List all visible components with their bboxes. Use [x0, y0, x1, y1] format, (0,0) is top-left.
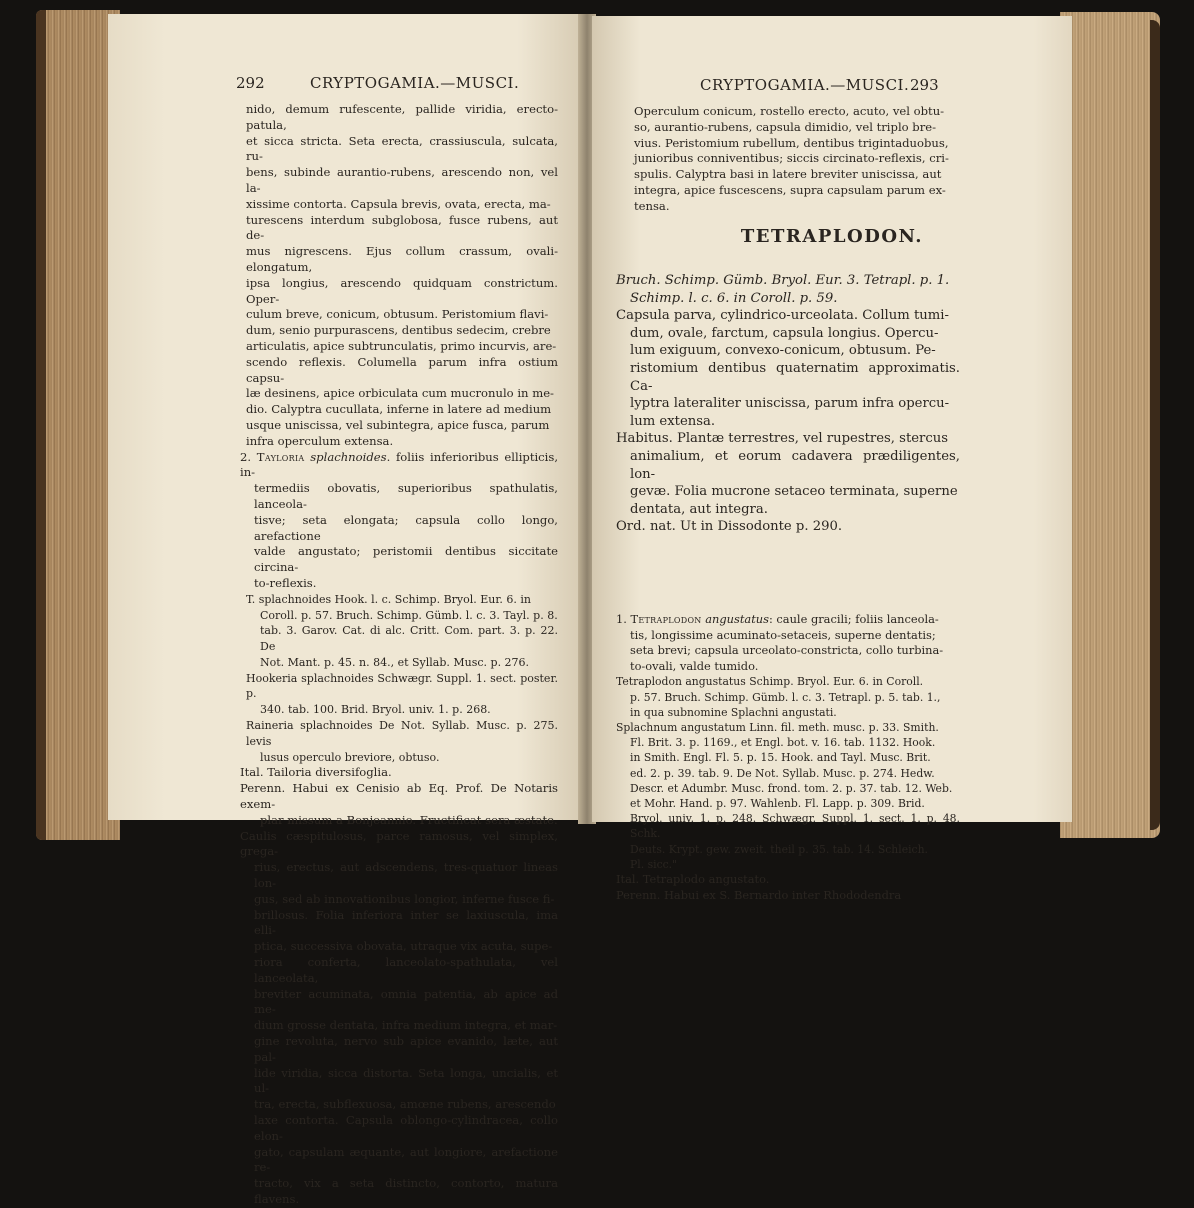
text-line: læ desinens, apice orbiculata cum mucronulo in me-	[246, 386, 554, 401]
text-line: lide viridia, sicca distorta. Seta longa, uncialis, et ul-	[254, 1065, 558, 1096]
text-line: et sicca stricta. Seta erecta, crassiuscula, sulcata, ru-	[246, 133, 558, 164]
text-line: lusus operculo breviore, obtuso.	[260, 750, 440, 764]
species-epithet: angustatus	[705, 612, 769, 626]
text-line: 340. tab. 100. Brid. Bryol. univ. 1. p. 268.	[260, 703, 491, 717]
text-line: nido, demum rufescente, pallide viridia, erecto-patula,	[246, 102, 558, 132]
running-head-right: CRYPTOGAMIA.—MUSCI.	[700, 76, 910, 94]
text-line: gevæ. Folia mucrone setaceo terminata, superne	[630, 484, 958, 500]
book-edge-right	[1060, 12, 1160, 838]
page-number-left: 292	[236, 74, 265, 92]
text-line: Descr. et Adumbr. Musc. frond. tom. 2. p. 37. tab. 12. Web.	[630, 781, 953, 795]
text-line: in qua subnomine Splachni angustati.	[630, 705, 837, 719]
text-line: Habitus. Plantæ terrestres, vel rupestres, stercus	[616, 431, 948, 447]
text-line: T. splachnoides Hook. l. c. Schimp. Bryol. Eur. 6. in	[246, 592, 532, 606]
text-line: dio. Calyptra cucullata, inferne in latere ad medium	[246, 402, 552, 417]
text-line: Bryol. univ. 1. p. 248. Schwægr. Suppl. 1. sect. 1. p. 48. Schk.	[630, 812, 960, 841]
text-line: p. 57. Bruch. Schimp. Gümb. l. c. 3. Tetrapl. p. 5. tab. 1.,	[630, 690, 941, 704]
text-line: tis, longissime acuminato-setaceis, superne dentatis;	[630, 627, 936, 642]
text-line: gato, capsulam æquante, aut longiore, arefactione re-	[254, 1144, 558, 1175]
text-line: termediis obovatis, superioribus spathulatis, lanceola-	[254, 481, 558, 511]
text-line: junioribus conniventibus; siccis circinato-reflexis, cri-	[634, 151, 949, 166]
text-line: Perenn. Habui ex Cenisio ab Eq. Prof. De Notaris exem-	[240, 781, 558, 812]
synonymy-right	[616, 674, 960, 872]
text-line: turescens interdum subglobosa, fusce rubens, aut de-	[246, 212, 558, 243]
text-line: laxe contorta. Capsula oblongo-cylindracea, collo elon-	[254, 1113, 558, 1143]
text-line: culum breve, conicum, obtusum. Peristomium flavi-	[246, 307, 549, 322]
species-diagnosis: : caule gracili; foliis lanceola-	[768, 612, 939, 626]
text-line: Tetraplodon angustatus Schimp. Bryol. Eur. 6. in Coroll.	[616, 675, 924, 689]
text-line: gus, sed ab innovationibus longior, inferne fusce fi-	[254, 891, 555, 906]
text-line: tab. 3. Garov. Cat. di alc. Critt. Com. part. 3. p. 22. De	[260, 624, 558, 654]
text-line: to-ovali, valde tumido.	[630, 658, 759, 673]
text-line: Not. Mant. p. 45. n. 84., et Syllab. Musc. p. 276.	[260, 655, 530, 669]
book-cover-left	[36, 10, 46, 840]
text-line: tensa.	[634, 198, 670, 213]
text-line: articulatis, apice subtrunculatis, primo incurvis, are-	[246, 338, 557, 353]
species-epithet: splachnoides	[310, 449, 387, 464]
text-line: lyptra lateraliter uniscissa, parum infra opercu-	[630, 396, 950, 412]
italian-name: Ital. Tetraplodo angustato.	[616, 872, 770, 887]
genus-heading: TETRAPLODON.	[740, 226, 924, 247]
text-line: ptica, successiva obovata, utraque vix acuta, supe-	[254, 939, 553, 954]
text-line: rius, erectus, aut adscendens, tres-quatuor lineas lon-	[254, 860, 558, 891]
text-line: breviter acuminata, omnia patentia, ab apice ad me-	[254, 986, 558, 1017]
species-diagnosis: . foliis inferioribus ellipticis, in-	[240, 449, 559, 480]
text-line: ristomium dentibus quaternatim approximatis. Ca-	[630, 360, 960, 394]
left-text-column	[240, 102, 559, 1208]
species-entry-2	[240, 450, 558, 592]
text-line: infra operculum extensa.	[246, 433, 394, 448]
text-line: Fl. Brit. 3. p. 1169., et Engl. bot. v. 16. tab. 1132. Hook.	[630, 736, 936, 750]
text-line: dum, ovale, farctum, capsula longius. Opercu-	[630, 325, 939, 341]
text-line: ed. 2. p. 39. tab. 9. De Not. Syllab. Musc. p. 274. Hedw.	[630, 766, 935, 780]
species-genus: Tayloria	[256, 449, 305, 464]
text-line: valde angustato; peristomii dentibus siccitate circina-	[254, 544, 558, 575]
text-line: Operculum conicum, rostello erecto, acuto, vel obtu-	[634, 104, 945, 118]
species-entry-1	[616, 612, 960, 903]
text-line: Bruch. Schimp. Gümb. Bryol. Eur. 3. Tetrapl. p. 1.	[616, 273, 950, 288]
text-line: plar missum a Bonjeannio. Fructificat sera æstate.	[260, 812, 558, 827]
text-line: ipsa longius, arescendo quidquam constrictum. Oper-	[246, 275, 558, 306]
genus-block	[616, 272, 960, 536]
synonymy-left	[246, 592, 558, 766]
species-number: 2.	[240, 449, 252, 464]
text-line: Deuts. Krypt. gew. zweit. theil p. 35. tab. 14. Schleich.	[630, 842, 928, 856]
text-line: lum exiguum, convexo-conicum, obtusum. Pe-	[630, 343, 936, 359]
species-number: 1.	[616, 612, 627, 626]
text-line: scendo reflexis. Columella parum infra ostium capsu-	[246, 354, 558, 385]
text-line	[240, 450, 558, 482]
text-line: dium grosse dentata, infra medium integra, et mar-	[254, 1018, 558, 1033]
text-line: Caulis cæspitulosus, parce ramosus, vel simplex, grega-	[240, 828, 558, 859]
text-line: dum, senio purpurascens, dentibus sedecim, crebre	[246, 323, 551, 338]
text-line: Capsula parva, cylindrico-urceolata. Collum tumi-	[616, 308, 949, 324]
text-line: xissime contorta. Capsula brevis, ovata, erecta, ma-	[246, 196, 551, 211]
text-line: riora conferta, lanceolato-spathulata, vel lanceolata,	[254, 955, 558, 985]
italian-name: Ital. Tailoria diversifoglia.	[240, 765, 392, 780]
text-line: spulis. Calyptra basi in latere breviter uniscissa, aut	[634, 167, 942, 182]
book-cover-right	[1150, 20, 1160, 830]
left-page	[108, 14, 584, 1206]
text-line: tisve; seta elongata; capsula collo longo, arefactione	[254, 512, 558, 543]
text-line: gine revoluta, nervo sub apice evanido, læte, aut pal-	[254, 1034, 558, 1064]
text-line: Pl. sicc."	[630, 857, 678, 871]
text-line: integra, apice fuscescens, supra capsulam parum ex-	[634, 182, 946, 197]
text-line: lum extensa.	[630, 413, 716, 429]
running-head-left: CRYPTOGAMIA.—MUSCI.	[310, 74, 520, 92]
text-line: animalium, et eorum cadavera prædiligentes, lon-	[630, 448, 960, 482]
species-genus: Tetraplodon	[630, 612, 702, 626]
text-line: et Mohr. Hand. p. 97. Wahlenb. Fl. Lapp. p. 309. Brid.	[630, 797, 925, 810]
description-continued	[246, 102, 558, 450]
page-number-right: 293	[910, 76, 939, 94]
text-line: Hookeria splachnoides Schwægr. Suppl. 1. sect. poster. p.	[246, 671, 558, 701]
text-line: dentata, aut integra.	[630, 501, 768, 517]
text-line: usque uniscissa, vel subintegra, apice fusca, parum	[246, 417, 550, 432]
text-line: Schimp. l. c. 6. in Coroll. p. 59.	[630, 290, 838, 306]
text-line: tra, erecta, subflexuosa, amœne rubens, arescendo	[254, 1097, 556, 1112]
text-line	[616, 612, 960, 628]
text-line: to-reflexis.	[254, 575, 317, 590]
text-line: brillosus. Folia inferiora inter se laxiuscula, ima elli-	[254, 907, 558, 938]
text-line: vius. Peristomium rubellum, dentibus trigintaduobus,	[634, 135, 949, 150]
text-line: seta brevi; capsula urceolato-constricta, collo turbina-	[630, 643, 944, 658]
text-line: Ord. nat. Ut in Dissodonte p. 290.	[616, 519, 843, 535]
right-top-column	[634, 104, 954, 215]
text-line: tracto, vix a seta distincto, contorto, matura flavens.	[254, 1176, 558, 1206]
text-line: Raineria splachnoides De Not. Syllab. Musc. p. 275. levis	[246, 719, 558, 748]
text-line: Perenn. Habui ex S. Bernardo inter Rhododendra	[616, 887, 902, 902]
text-line: in Smith. Engl. Fl. 5. p. 15. Hook. and Tayl. Musc. Brit.	[630, 751, 931, 765]
text-line: Splachnum angustatum Linn. fil. meth. musc. p. 33. Smith.	[616, 720, 939, 734]
right-page	[592, 16, 1072, 902]
text-line: so, aurantio-rubens, capsula dimidio, vel triplo bre-	[634, 119, 937, 134]
text-line: Coroll. p. 57. Bruch. Schimp. Gümb. l. c. 3. Tayl. p. 8.	[260, 608, 558, 622]
text-line: bens, subinde aurantio-rubens, arescendo non, vel la-	[246, 165, 558, 195]
caulis-description	[240, 829, 558, 1208]
text-line: mus nigrescens. Ejus collum crassum, ovali-elongatum,	[246, 244, 558, 274]
